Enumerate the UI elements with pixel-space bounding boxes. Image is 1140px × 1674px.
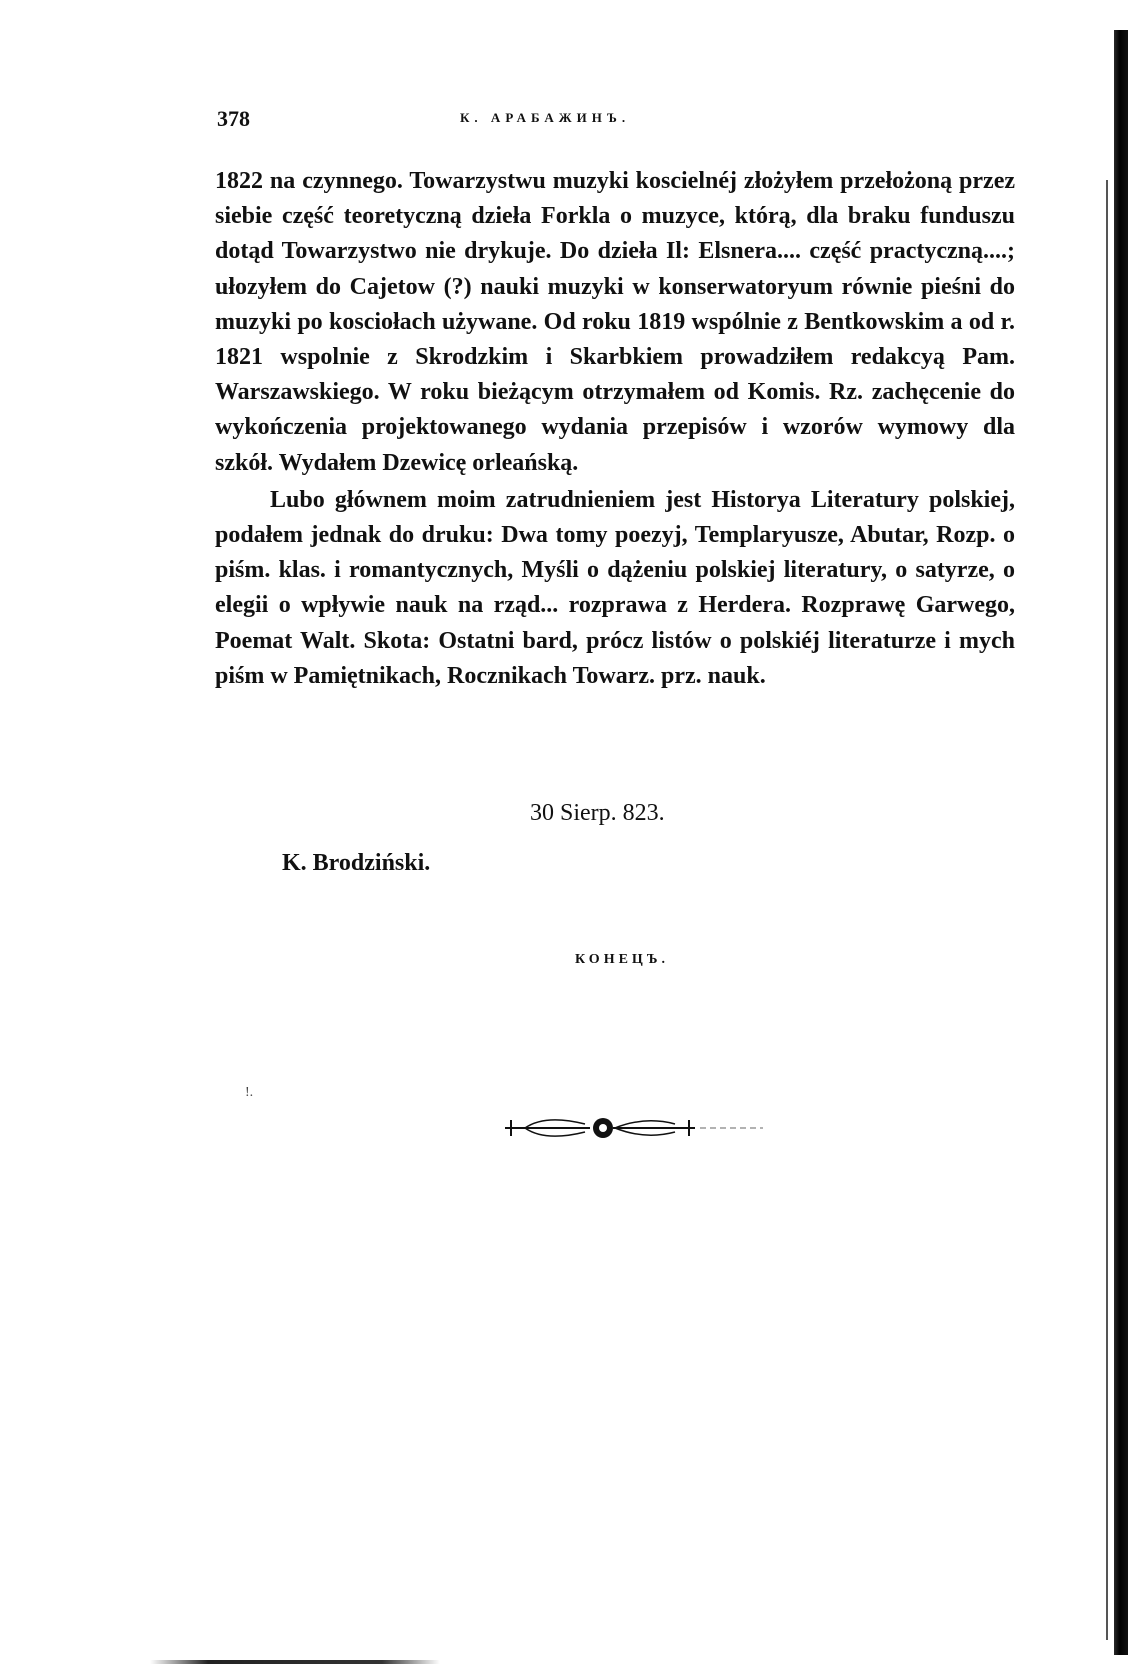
stray-mark: !. — [245, 1085, 254, 1100]
page-header — [0, 106, 1140, 136]
scan-smudge — [150, 1660, 440, 1664]
signature: K. Brodziński. — [282, 850, 431, 876]
decorative-rule-ornament-icon — [505, 1110, 765, 1146]
end-word: КОНЕЦЪ. — [575, 952, 670, 967]
body-text — [215, 164, 1015, 694]
binding-shadow — [1114, 30, 1128, 1655]
binding-line — [1106, 180, 1108, 1640]
running-head: К. АРАБАЖИНЪ. — [460, 110, 631, 125]
paragraph: Lubo głównem moim zatrudnieniem jest Historya Literatury polskiej, podałem jednak do druku: Dwa tomy poezyj, Templaryusze, Abutar, Rozp. o piśm. klas. i romantycznych, Myśli o dążeniu polskiej literatury, o satyrze, o elegii o wpływie nauk na rząd... rozprawa z Herdera. Rozprawę Garwego, Poemat Walt. Skota: Ostatni bard, prócz listów o polskiéj literaturze i mych piśm w Pamiętnikach, Rocznikach Towarz. prz. nauk. — [215, 486, 1015, 689]
paragraph: 1822 na czynnego. Towarzystwu muzyki koscielnéj złożyłem przełożoną przez siebie część teoretyczną dzieła Forkla o muzyce, którą, dla braku funduszu dotąd Towarzystwo nie drykuje. Do dzieła Il: Elsnera.... część practyczną....; ułozyłem do Cajetow (?) nauki muzyki w konserwatoryum równie pieśni do muzyki po kosciołach używane. Od roku 1819 wspólnie z Bentkowskim a od r. 1821 wspolnie z Skrodzkim i Skarbkiem prowadziłem redakcyą Pam. Warszawskiego. W roku bieżącym otrzymałem od Komis. Rz. zachęcenie do wykończenia projektowanego wydania przepisów i wzorów wymowy dla szkół. Wydałem Dzewicę orleańską. — [215, 168, 1015, 476]
page-number: 378 — [217, 106, 250, 131]
letter-date: 30 Sierp. 823. — [530, 800, 665, 826]
